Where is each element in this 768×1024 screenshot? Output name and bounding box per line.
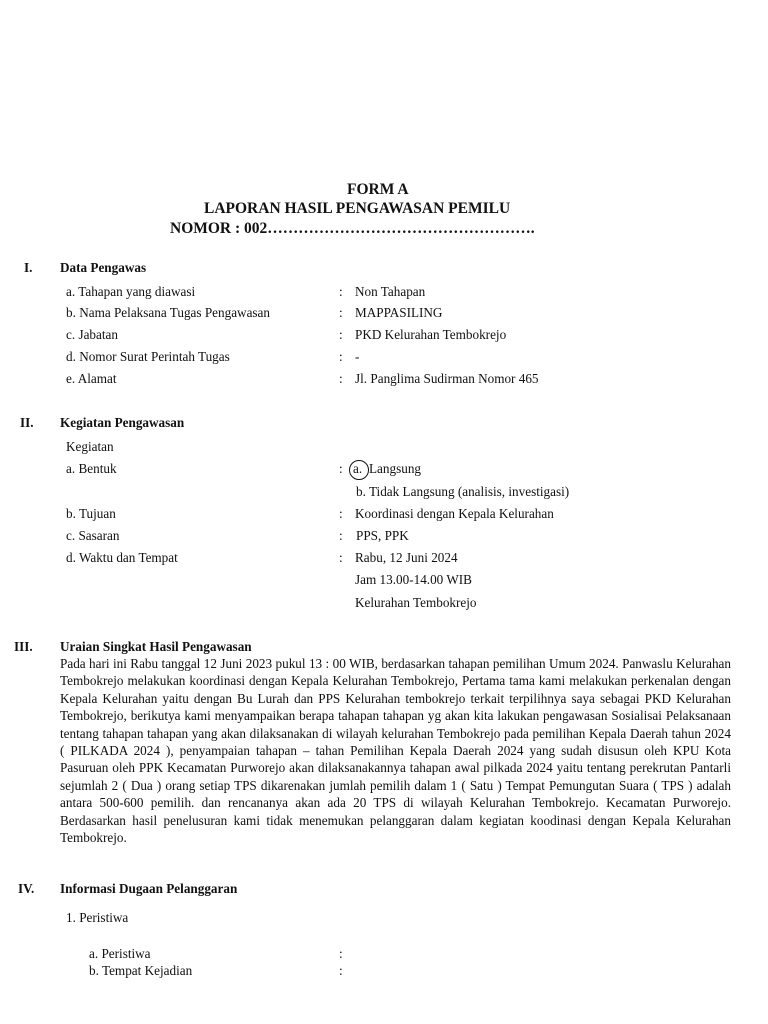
field-label: a. Tahapan yang diawasi <box>66 284 196 299</box>
report-summary-text: Pada hari ini Rabu tanggal 12 Juni 2023 pukul 13 : 00 WIB, berdasarkan tahapan pemilihan Umum 2024. Panwaslu Kelurahan Tembokrejo melakukan koordinasi dengan Kepala Kelurahan Tembokrejo, Pertama tama kami melakukan perkenalan dengan Kepala Kelurahan yaitu dengan Bu Lurah dan PPS Kelurahan tembokrejo terkait terpilihnya saya sebagai PKD Kelurahan Tembokrejo, berikutya kami menyampaikan berapa tahapan tahapan yg akan kita lakukan pengawasan Sosialisai Pelaksanaan tentang tahapan tahapan yang akan dilaksanakan di wilayah kelurahan Tembokrejo pada pemilihan Kepala Daerah tahun 2024 ( PILKADA 2024 ), penyampaian tahapan – tahan Pemilihan Kepala Daerah 2024 yang sudah disusun oleh KPU Kota Pasuruan oleh PPK Kecamatan Purworejo akan dilaksanakannya tahapan awal pilkada 2024 yaitu tentang perekrutan Pantarli sejumlah 2 ( Dua ) orang setiap TPS dikarenakan jumlah pemilih dalam 1 ( Satu ) Tempat Pemungutan Suara ( TPS ) adalah antara 500-600 pemilih. dan rencananya akan ada 20 TPS di wilayah Kelurahan Tembokrejo. Kecamatan Purworejo. Berdasarkan hasil penelusuran kami tidak menemukan pelanggaran dalam kegiatan koodinasi dengan Kepala Kelurahan Tembokrejo. <box>60 656 731 846</box>
field-label: c. Sasaran <box>66 528 120 543</box>
field-colon: : <box>339 284 343 299</box>
field-colon: : <box>339 963 343 978</box>
field-colon: : <box>339 461 343 476</box>
document-number: NOMOR : 002……………………………………………. <box>170 220 535 237</box>
option-tidak-langsung: b. Tidak Langsung (analisis, investigasi) <box>356 484 570 499</box>
field-value: Jam 13.00-14.00 WIB <box>355 572 472 587</box>
field-label: a. Bentuk <box>66 461 117 476</box>
option-letter: a. <box>353 461 363 476</box>
field-colon: : <box>339 371 343 386</box>
field-label: e. Alamat <box>66 371 117 386</box>
field-colon: : <box>339 946 343 961</box>
field-label: c. Jabatan <box>66 327 118 342</box>
field-label: b. Tujuan <box>66 506 116 521</box>
section-2-subtitle: Kegiatan <box>66 439 114 454</box>
field-label: b. Tempat Kejadian <box>89 963 193 978</box>
form-label: FORM A <box>347 181 409 198</box>
list-item-peristiwa: 1. Peristiwa <box>66 910 129 925</box>
section-2-title: Kegiatan Pengawasan <box>60 415 185 430</box>
field-value: Koordinasi dengan Kepala Kelurahan <box>355 506 554 521</box>
section-4-title: Informasi Dugaan Pelanggaran <box>60 881 238 896</box>
field-colon: : <box>339 305 343 320</box>
field-colon: : <box>339 506 343 521</box>
field-value: Non Tahapan <box>355 284 426 299</box>
field-label: d. Waktu dan Tempat <box>66 550 178 565</box>
section-1-number: I. <box>24 260 33 275</box>
field-colon: : <box>339 528 343 543</box>
section-2-number: II. <box>20 415 34 430</box>
field-value: MAPPASILING <box>355 305 443 320</box>
field-colon: : <box>339 327 343 342</box>
field-colon: : <box>339 349 343 364</box>
section-1-title: Data Pengawas <box>60 260 147 275</box>
section-3-title: Uraian Singkat Hasil Pengawasan <box>60 639 252 654</box>
document-title: LAPORAN HASIL PENGAWASAN PEMILU <box>204 200 511 217</box>
field-label: a. Peristiwa <box>89 946 151 961</box>
section-3-number: III. <box>14 639 33 654</box>
field-value: PPS, PPK <box>356 528 409 543</box>
field-value: Rabu, 12 Juni 2024 <box>355 550 458 565</box>
report-summary-paragraph <box>60 655 731 846</box>
field-value: - <box>355 349 360 364</box>
field-value: Jl. Panglima Sudirman Nomor 465 <box>355 371 539 386</box>
field-label: b. Nama Pelaksana Tugas Pengawasan <box>66 305 271 320</box>
field-label: d. Nomor Surat Perintah Tugas <box>66 349 230 364</box>
field-value: Kelurahan Tembokrejo <box>355 595 477 610</box>
field-colon: : <box>339 550 343 565</box>
section-4-number: IV. <box>18 881 35 896</box>
field-value: PKD Kelurahan Tembokrejo <box>355 327 507 342</box>
option-langsung: Langsung <box>369 461 422 476</box>
